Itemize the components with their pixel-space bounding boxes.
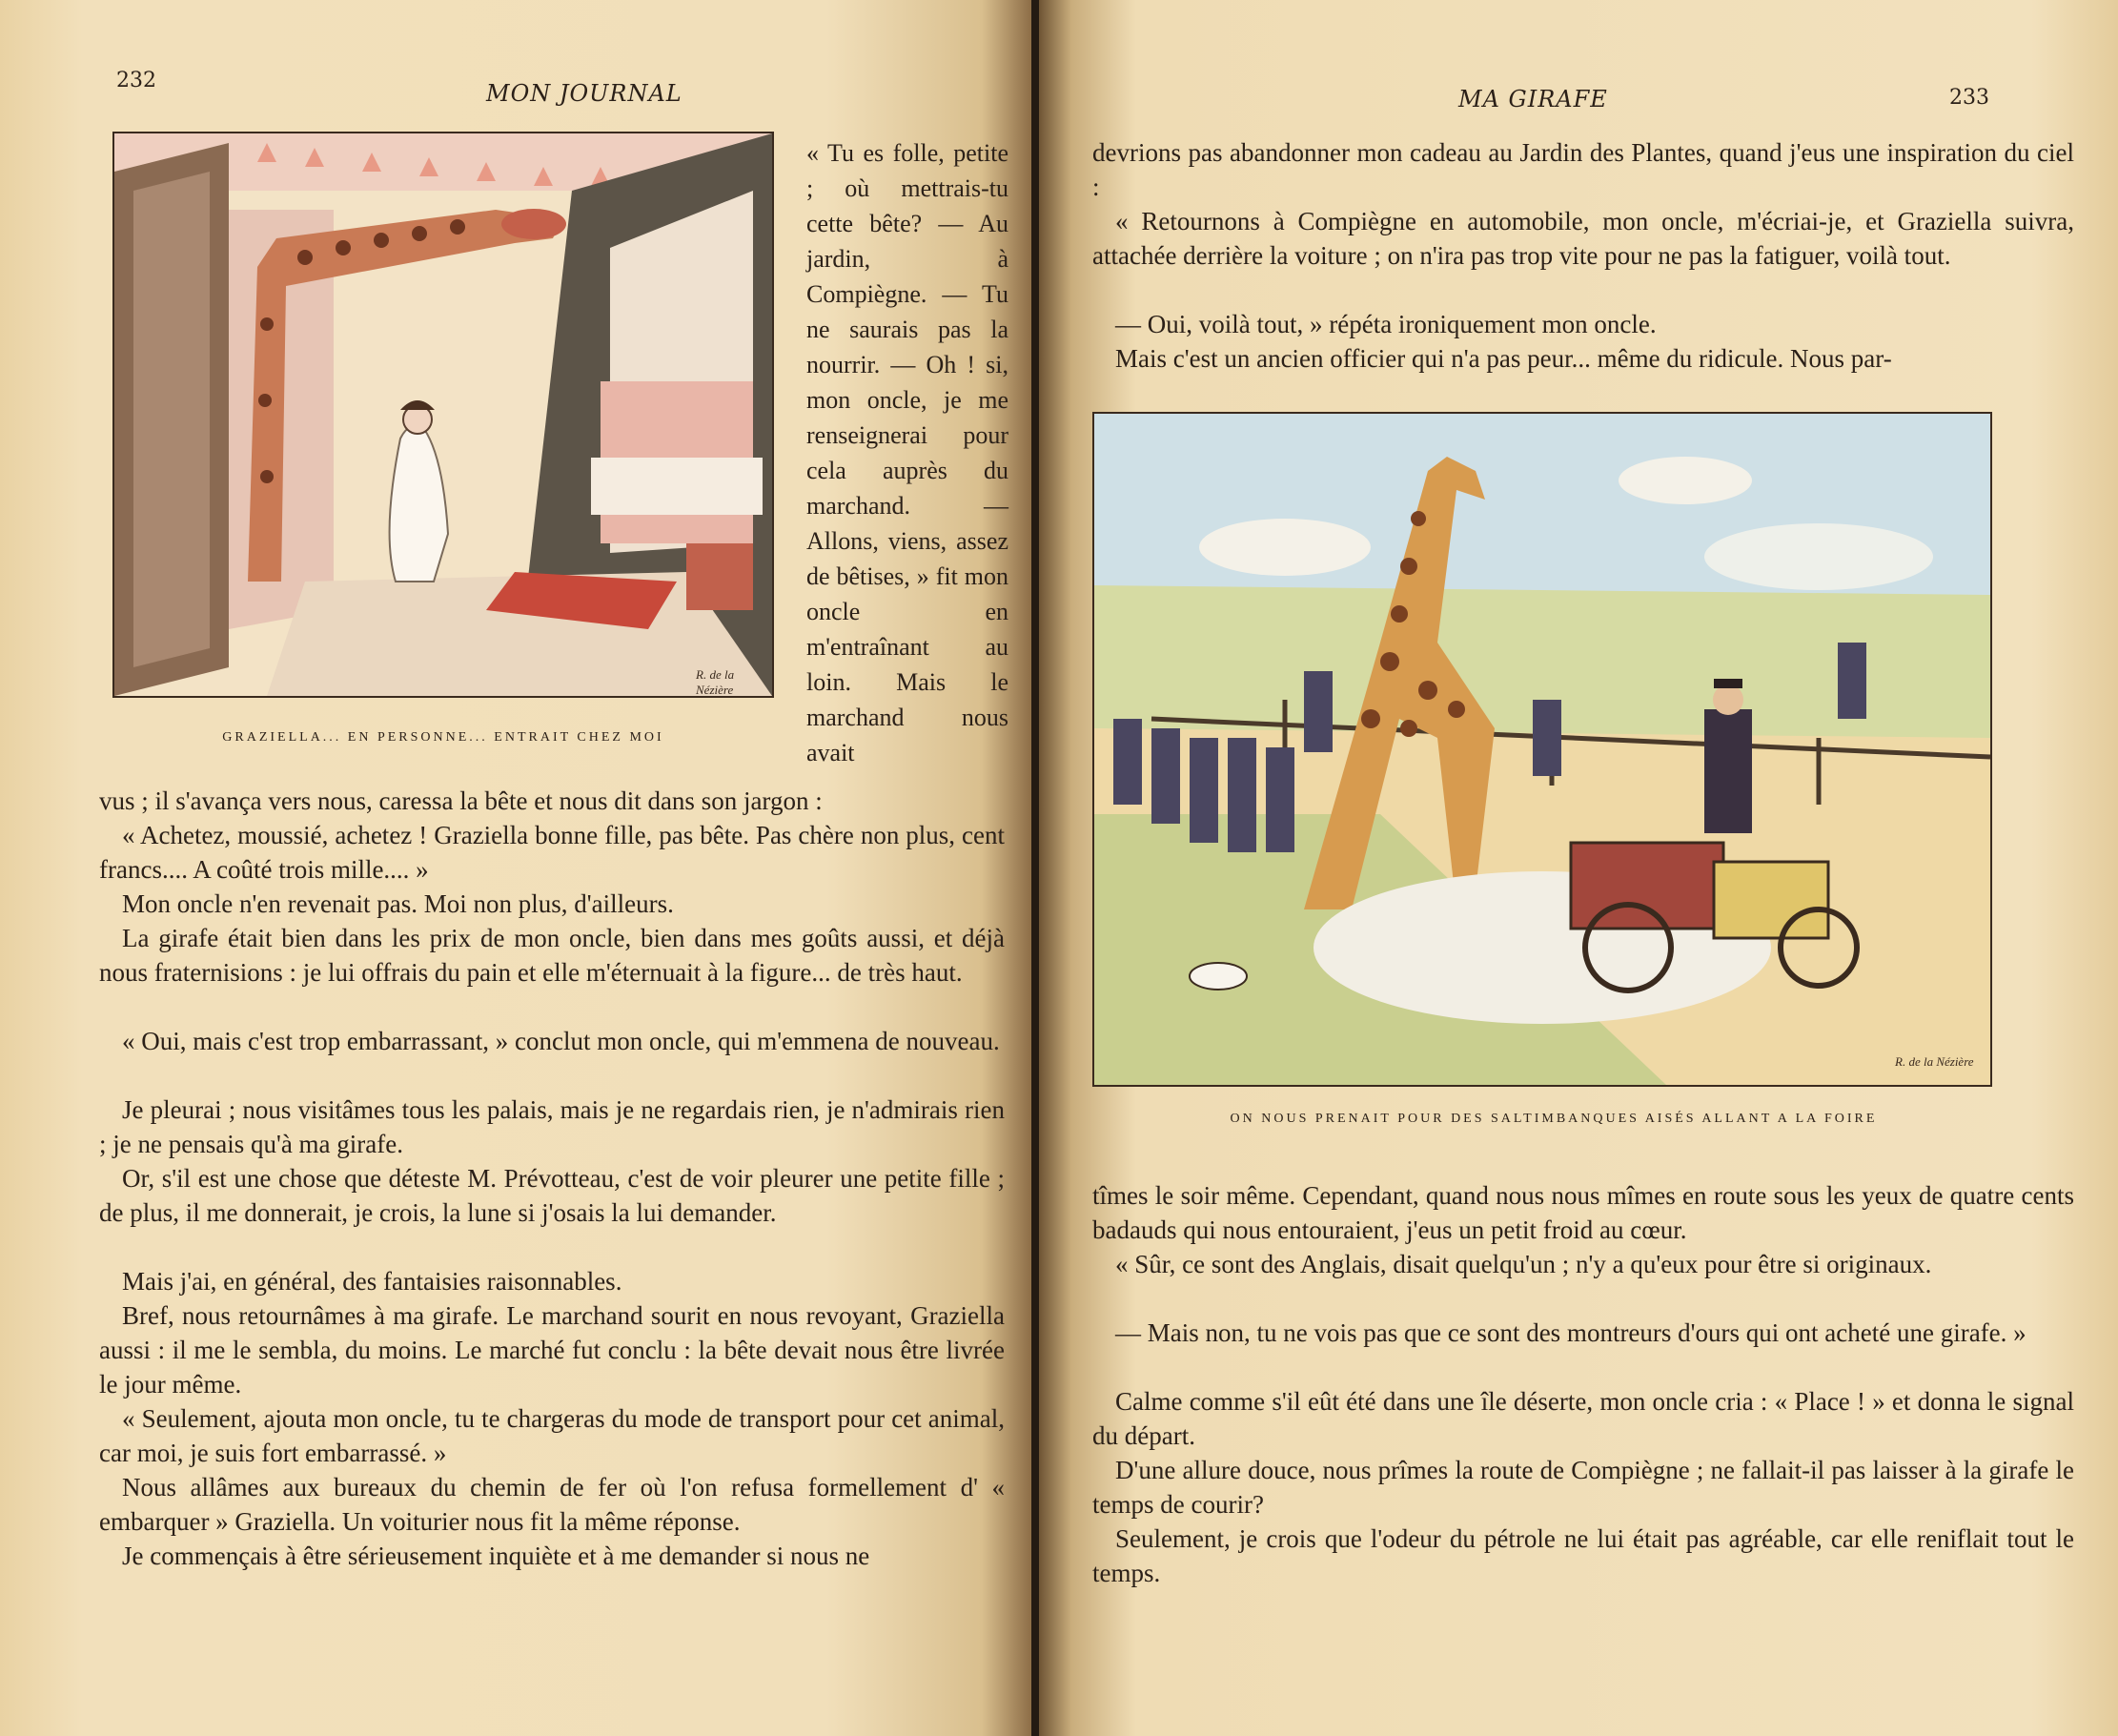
paragraph-devrions: devrions pas abandonner mon cadeau au Jardin des Plantes, quand j'eus une inspiration du ciel : xyxy=(1092,138,2074,201)
paragraph-calme: Calme comme s'il eût été dans une île déserte, mon oncle cria : « Place ! » et donna le signal du départ. xyxy=(1092,1387,2074,1450)
paragraph-mon-oncle: Mon oncle n'en revenait pas. Moi non plus, d'ailleurs. xyxy=(122,889,674,918)
paragraph-je-pleurai: Je pleurai ; nous visitâmes tous les palais, mais je ne regardais rien, je n'admirais rien ; je ne pensais qu'à ma girafe. xyxy=(99,1095,1005,1158)
right-page xyxy=(1039,0,2118,1736)
left-illustration-caption: GRAZIELLA... EN PERSONNE... ENTRAIT CHEZ MOI xyxy=(222,730,664,745)
paragraph-retournons: « Retournons à Compiègne en automobile, mon oncle, m'écriai-je, et Graziella suivra, attachée derrière la voiture ; on n'ira pas trop vite pour ne pas la fatiguer, voilà tout. xyxy=(1092,207,2074,270)
page-number-left: 232 xyxy=(116,69,156,92)
left-page xyxy=(0,0,1033,1736)
paragraph-achetez: « Achetez, moussié, achetez ! Graziella bonne fille, pas bête. Pas chère non plus, cent francs.... A coûté trois mille.... » xyxy=(99,821,1005,884)
paragraph-sur: « Sûr, ce sont des Anglais, disait quelqu'un ; n'y a qu'eux pour être si originaux. xyxy=(1115,1250,1932,1278)
running-head-left: MON JOURNAL xyxy=(486,80,682,107)
paragraph-seulement-odeur: Seulement, je crois que l'odeur du pétrole ne lui était pas agréable, car elle reniflait tout le temps. xyxy=(1092,1524,2074,1587)
paragraph-mais-non: — Mais non, tu ne vois pas que ce sont des montreurs d'ours qui ont acheté une girafe. » xyxy=(1115,1318,2026,1347)
paragraph-or: Or, s'il est une chose que déteste M. Prévotteau, c'est de voir pleurer une petite fille ; de plus, il me donnerait, je crois, la lune si j'osais la lui demander. xyxy=(99,1164,1005,1227)
paragraph-d-une-allure: D'une allure douce, nous prîmes la route de Compiègne ; ne fallait-il pas laisser à la girafe le temps de courir? xyxy=(1092,1456,2074,1519)
paragraph-oui: « Oui, mais c'est trop embarrassant, » conclut mon oncle, qui m'emmena de nouveau. xyxy=(122,1027,1000,1055)
side-column-text: « Tu es folle, petite ; où mettrais-tu cette bête? — Au jardin, à Compiègne. — Tu ne saurais pas la nourrir. — Oh ! si, mon oncle, je me renseignerai pour cela auprès du marchand. — Allons, viens, assez de bêtises, » fit mon oncle en m'entraînant au loin. Mais le marchand nous avait xyxy=(806,139,1008,766)
paragraph-mais-c-est: Mais c'est un ancien officier qui n'a pas peur... même du ridicule. Nous par- xyxy=(1115,344,1892,373)
paragraph-oui-voila: — Oui, voilà tout, » répéta ironiquement mon oncle. xyxy=(1115,310,1657,338)
giraffe-in-bedroom-illustration xyxy=(112,132,774,698)
running-head-right: MA GIRAFE xyxy=(1458,86,1608,112)
paragraph-nous-allames: Nous allâmes aux bureaux du chemin de fer où l'on refusa formellement d' « embarquer » Graziella. Un voiturier nous fit la même réponse. xyxy=(99,1473,1005,1536)
paragraph-bref: Bref, nous retournâmes à ma girafe. Le marchand sourit en nous revoyant, Graziella aussi : il me le sembla, du moins. Le marché fut conclu : la bête devait nous être livrée le jour même. xyxy=(99,1301,1005,1399)
page-number-right: 233 xyxy=(1949,86,1989,110)
artist-signature-right: R. de la Nézière xyxy=(1895,1054,1974,1069)
giraffe-automobile-illustration xyxy=(1092,412,1992,1087)
right-illustration-caption: ON NOUS PRENAIT POUR DES SALTIMBANQUES AISÉS ALLANT A LA FOIRE xyxy=(1230,1112,1878,1126)
paragraph-mais-j-ai: Mais j'ai, en général, des fantaisies raisonnables. xyxy=(122,1267,622,1296)
paragraph-vus: vus ; il s'avança vers nous, caressa la bête et nous dit dans son jargon : xyxy=(99,786,823,815)
paragraph-je-commencais: Je commençais à être sérieusement inquiète et à me demander si nous ne xyxy=(122,1542,870,1570)
paragraph-timmes: tîmes le soir même. Cependant, quand nous nous mîmes en route sous les yeux de quatre cents badauds qui nous entouraient, j'eus un petit froid au cœur. xyxy=(1092,1181,2074,1244)
artist-signature: R. de la Nézière xyxy=(696,667,735,697)
paragraph-seulement: « Seulement, ajouta mon oncle, tu te chargeras du mode de transport pour cet animal, car moi, je suis fort embarrassé. » xyxy=(99,1404,1005,1467)
paragraph-la-girafe: La girafe était bien dans les prix de mon oncle, bien dans mes goûts aussi, et déjà nous fraternisions : je lui offrais du pain et elle m'éternuait à la figure... de très haut. xyxy=(99,924,1005,987)
